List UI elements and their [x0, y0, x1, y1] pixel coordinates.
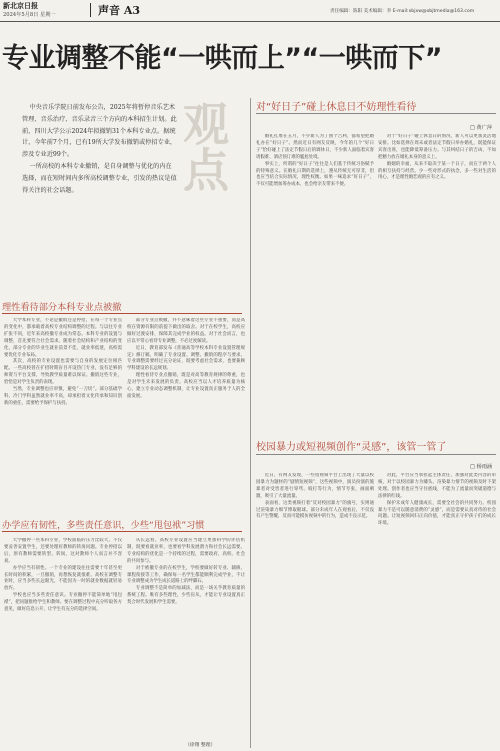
column-paragraph: 理性看待专业点撤销，既是对高等教育规律的尊重，也是对学生未来发展的负责。高校应当以人才培养质量为核心，建立专业动态调整机制，让专业设置真正服务于人的全面发展。 — [127, 373, 245, 399]
lead-paragraph: 中央音乐学院日前发布公告，2025年将暂停音乐艺术管理、音乐治疗、音乐录音三个方向的本科招生计划。此前，四川大学公示2024年拟撤销31个本科专业点。据统计，今年前7个月，已有19所大学发布撤销或停招专业，涉及专业近99个。 — [22, 104, 177, 159]
section-rule — [256, 454, 496, 455]
section-heading-right-top: 对“好日子”碰上休息日不妨理性看待 — [256, 102, 417, 113]
column-paragraph: 当然，专业调整也应审慎，避免“一刀切”。部分基础学科、冷门学科虽然就业率不高，却承担着文化传承和知识创新的重任，需要给予保护与扶持。 — [4, 387, 122, 406]
article-column — [127, 538, 245, 738]
section-heading-right-bottom: 校园暴力或短视频创作“灵感”，该管一管了 — [256, 442, 447, 453]
column-paragraph: 大学本科专业，不论是撤销还是停招，在每一个专业点的变化中，都承载着高校专业结构调整的过程。与以往专业扩张不同，近年来高校撤专业成为常态。本科专业的设置与调整，首先要符合社会需求。随着社会结构和产业结构的变化，部分专业的毕业生就业前景不佳，就业率低迷，高校需要优化专业布局。 — [4, 318, 122, 358]
column-paragraph: 保护未成年人健康成长，需要全社会的共同努力。校园暴力不是可以随意消费的“灵感”，而是需要认真对待的社会问题。让短视频回归正向价值，才能真正守护孩子们的成长环境。 — [378, 500, 496, 527]
article-column — [256, 473, 374, 748]
column-paragraph: 学校也应当多些责任意识。专业撤停不能简单地“甩包袱”，把问题推给学生和教师。要在调整过程中充分听取各方意见，做好信息公开，让学生有充分的选择空间。 — [4, 593, 122, 613]
column-paragraph: 专业调整不是简单的加减法，而是一场关乎教育质量的系统工程。唯有多些理性，少些盲从，才能让专业设置真正契合时代发展和学生需要。 — [127, 586, 245, 606]
column-paragraph: 其次，高校的专业设置也需要与自身的发展定位相匹配。一些高校曾在扩招时期盲目开设热门专业，没有足够的师资与平台支撑，导致教学质量难以保证。撤销这些专业，恰恰是对学生负责的表现。 — [4, 359, 122, 386]
article-column — [4, 318, 122, 506]
page-header — [0, 0, 500, 22]
issue-date: 2024年5月8日 星期一 — [3, 12, 56, 18]
section-heading-left-bottom: 办学应有韧性，多些责任意识，少些“甩包袱”习惯 — [2, 520, 205, 531]
column-paragraph: 部分专业点被撤，并不意味着这些专业不重要，而是高校在资源有限的前提下做出的取舍。对于在校学生，高校应做好过渡安排，保障其完成学业的权益。对于社会而言，也应以平常心看待专业调整，不必过度解读。 — [127, 318, 245, 344]
column-paragraph: 大学撤停一些本科专业，学校面临的压力比较大，不仅要妥善安置学生，还要处理好教师的转岗问题。专业停招以后，原有教师需要转型、转岗，这对教师个人而言并不容易。 — [4, 538, 122, 564]
section-heading-left-top: 理性看待部分本科专业点被撤 — [2, 302, 122, 313]
article-column — [378, 134, 496, 434]
newspaper-name: 新北京日报 — [3, 1, 38, 10]
watermark-text: 观点 — [176, 100, 230, 192]
column-paragraph: 婚姻的幸福，从来不取决于某一个日子，而在于两个人的相互扶持与经营。少一些对形式的执念，多一些对生活的用心，才是理性婚恋观的应有之义。 — [378, 161, 496, 181]
column-paragraph: 对于被撤专业的在校学生，学校要做好转专业、辅修、课程衔接等工作，确保每一名学生都能顺利完成学业，不让专业调整成为学生成长道路上的绊脚石。 — [127, 565, 245, 585]
article-column — [256, 134, 374, 434]
lead-paragraph: 一所高校的本科专业撤销，是自身调整与优化的内在选择，而在短时间内多所高校调整专业，引发的热议是值得关注的社会话题。 — [22, 162, 177, 194]
column-paragraph: 办学应当有韧性。一个专业的建设往往需要十年甚至更长时间的积累，一旦撤销，再想恢复就很难。高校在调整专业时，应当多些长远眼光，不能因为一时的就业数据就轻易放弃。 — [4, 565, 122, 592]
editor-info: 责任编辑：陈阳 美术编辑：李 E-mail:xbjxw@xbjtmedia@163.com — [330, 9, 475, 14]
column-paragraph: 对此，平台应当承担起主体责任，加强对此类内容的审核，对于以校园暴力为噱头、渲染暴力情节的视频及时下架处理。创作者也应当守住底线，不能为了流量而突破道德与法律的红线。 — [378, 473, 496, 499]
column-paragraph: 近日，有网友发现，一些短视频平台上出现了大量以校园暴力为题材的“剧情短视频”，这些视频中，演员扮演的施暴者对受害者进行辱骂、殴打等行为，情节夸张，画面刺激，吸引了大量流量。 — [256, 473, 374, 499]
section-rule — [2, 531, 242, 532]
column-paragraph: 婚礼扎堆在五月，不少新人为了图个吉利，都希望把婚礼办在“好日子”。然而近日有网友反映，今年的几个“好日子”恰好碰上了法定节假日后的调休日，不少新人面临着宾客请假难、酒店预订难的尴尬处境。 — [256, 134, 374, 160]
article-byline: □ 黄广萍 — [470, 125, 493, 131]
article-column — [127, 318, 245, 506]
article-column — [378, 473, 496, 748]
section-title: 声音 A3 — [98, 4, 141, 17]
column-divider — [250, 98, 251, 748]
lead-paragraphs — [22, 102, 177, 196]
column-paragraph: 对于“好日子”碰上休息日的情况，新人可以更加灵活地安排。比如选择在周末或者法定节假日举办婚礼，既能保证宾客出席，也能降低筹备压力。与其纠结日子的吉凶，不如把精力放在婚礼本身的意义上。 — [378, 134, 496, 160]
editor-signature: （徐翔 整理） — [185, 743, 216, 748]
column-paragraph: 近日，教育部发布《普通高等学校本科专业设置管理规定》修订稿，明确了专业设置、调整、撤销的程序与要求。专业调整需要经过充分论证，既要考虑社会需求，也要兼顾学科建设的长远规划。 — [127, 345, 245, 372]
article-column — [4, 538, 122, 748]
column-paragraph: 从长远看，高校专业设置应当建立更加科学的评估机制，既要看就业率，也要看学科发展潜力和社会长远需要。专业结构的优化是一个持续的过程，需要政府、高校、社会的共同参与。 — [127, 538, 245, 564]
page-headline: 专业调整不能“一哄而上”“一哄而下” — [2, 43, 442, 74]
column-paragraph: 表面看，这类视频打着“反对校园暴力”的旗号，实则通过渲染暴力细节博取眼球。部分未成年人在观看后，不仅没有产生警醒，反而可能模仿视频中的行为，造成不良示范。 — [256, 500, 374, 520]
header-divider — [90, 3, 91, 17]
column-paragraph: 事实上，所谓的“好日子”往往是人们基于传统习俗赋予的特殊意义。在婚礼日期的选择上，遵从传统无可厚非，但也应当结合实际情况，理性权衡。如果一味追求“好日子”，不仅可能增加筹办成本，也会给亲友带来不便。 — [256, 161, 374, 188]
section-rule — [2, 313, 242, 314]
article-byline: □ 杨雨涵 — [470, 464, 493, 470]
section-rule — [256, 113, 496, 114]
